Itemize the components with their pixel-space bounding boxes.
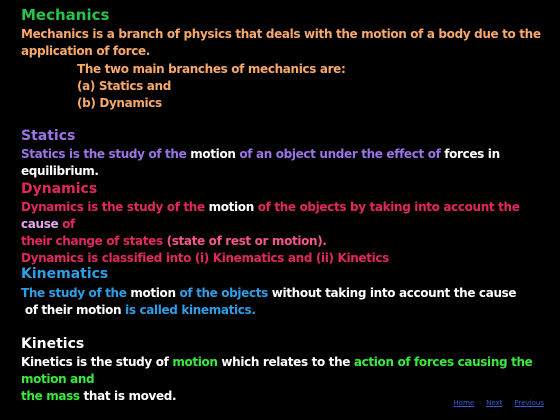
dynamics-line-3: Dynamics is classified into (i) Kinematics and (ii) Kinetics <box>21 251 389 265</box>
slide-navigation <box>441 399 544 408</box>
statics-heading: Statics <box>21 128 76 144</box>
kinematics-without-cause: without taking into account the cause <box>271 286 517 300</box>
dynamics-cause: cause <box>21 217 59 231</box>
statics-motion: motion <box>190 147 236 161</box>
previous-link[interactable]: Previous <box>514 399 544 407</box>
dynamics-line-1 <box>21 199 551 233</box>
statics-text-1: Statics is the study of the <box>21 147 191 161</box>
kinetics-text-1: Kinetics is the study of <box>21 355 173 369</box>
home-link[interactable]: Home <box>453 399 475 407</box>
kinematics-line-1 <box>21 285 551 302</box>
dynamics-motion: motion <box>208 200 254 214</box>
branch-b: (b) Dynamics <box>77 96 162 110</box>
kinematics-heading: Kinematics <box>21 266 109 282</box>
mechanics-branches <box>77 61 345 112</box>
dynamics-text-3: of <box>58 217 75 231</box>
kinetics-text-2: which relates to the <box>217 355 354 369</box>
dynamics-definition <box>21 199 551 267</box>
mechanics-definition <box>21 26 551 60</box>
kinematics-definition <box>21 285 551 319</box>
kinetics-definition <box>21 354 551 405</box>
kinetics-text-3: that is moved. <box>79 389 177 403</box>
kinematics-text-3: of their motion <box>21 303 126 317</box>
dynamics-states: (state of rest or motion). <box>166 234 327 248</box>
kinematics-text-2: of the objects <box>175 286 272 300</box>
mechanics-line-1: Mechanics is a branch of physics that deals with the motion of a body due to the <box>21 27 541 41</box>
dynamics-text-4: their change of states <box>21 234 167 248</box>
dynamics-heading: Dynamics <box>21 181 98 197</box>
kinetics-mass: the mass <box>21 389 80 403</box>
dynamics-line-2 <box>21 233 551 250</box>
statics-forces: forces in equilibrium. <box>21 147 500 178</box>
kinetics-heading: Kinetics <box>21 336 85 352</box>
statics-text-2: of an object under the effect of <box>235 147 445 161</box>
next-link[interactable]: Next <box>486 399 503 407</box>
kinetics-action-forces: action of forces causing the motion and <box>21 355 533 386</box>
mechanics-heading: Mechanics <box>21 6 110 24</box>
kinematics-text-1: The study of the <box>21 286 131 300</box>
dynamics-text-1: Dynamics is the study of the <box>21 200 209 214</box>
kinematics-motion: motion <box>130 286 176 300</box>
kinetics-line-1 <box>21 354 551 388</box>
branches-intro: The two main branches of mechanics are: <box>77 62 346 76</box>
kinetics-motion: motion <box>172 355 218 369</box>
dynamics-text-2: of the objects by taking into account the <box>253 200 520 214</box>
statics-definition <box>21 146 551 180</box>
branch-a: (a) Statics and <box>77 79 171 93</box>
kinematics-line-2 <box>21 302 551 319</box>
mechanics-line-2: application of force. <box>21 44 151 58</box>
kinematics-called: is called kinematics. <box>125 303 256 317</box>
